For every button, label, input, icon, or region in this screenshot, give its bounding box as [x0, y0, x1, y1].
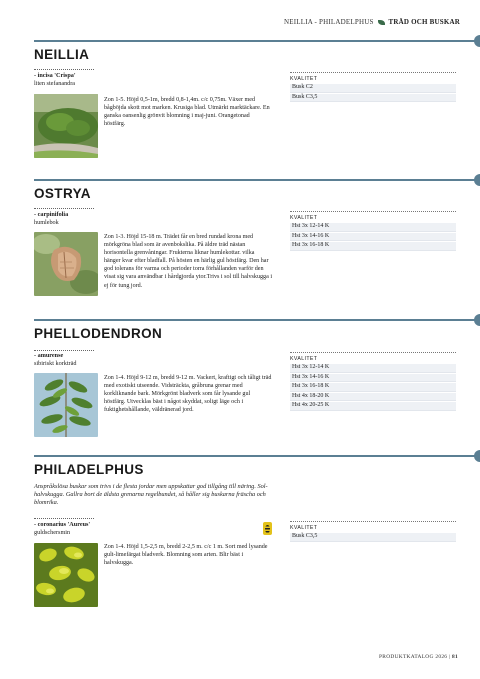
genus-title: PHILADELPHUS: [34, 462, 144, 477]
dotted-rule: [34, 208, 94, 209]
category-label: TRÄD OCH BUSKAR: [388, 18, 460, 26]
dotted-rule: [34, 350, 94, 351]
quality-row: Hst 3x 12-14 K: [290, 364, 456, 373]
breadcrumb: NEILLIA - PHILADELPHUS: [283, 18, 374, 26]
divider-dot: [474, 174, 480, 186]
scientific-name: - coronarius 'Aureus': [34, 521, 91, 528]
quality-label: KVALITET: [290, 521, 456, 533]
genus-title: PHELLODENDRON: [34, 326, 163, 341]
quality-row: Hst 3x 14-16 K: [290, 233, 456, 242]
species-name: [34, 211, 68, 226]
divider-dot: [474, 314, 480, 326]
dotted-rule: [34, 518, 94, 519]
dotted-rule: [34, 69, 94, 70]
plant-description: Zon 1-3. Höjd 15-18 m. Trädet får en bred rundad krona med mörkgröna blad som är avenbokslika. På äldre träd nästan horisontella grenvåningar. Frukterna liknar humlekottar. vilka hänger kvar efter bladfall. På hösten en härlig gul höstfärg. Den har god tolerans för varma och perioder torra förhållanden varför den visat sig vara användbar i hårdgjorda ytor.Trivs i sol till halvskugga i ej för tung jord.: [104, 234, 273, 289]
quality-table: [290, 72, 456, 103]
common-name: sibiriskt korkträd: [34, 359, 77, 367]
quality-table: [290, 521, 456, 543]
quality-table: [290, 211, 456, 252]
page-number: 81: [452, 654, 458, 660]
page-header: [284, 18, 460, 26]
quality-row: Hst 3x 16-18 K: [290, 383, 456, 392]
genus-title: OSTRYA: [34, 186, 91, 201]
footer-separator: |: [448, 654, 452, 660]
section-divider: [34, 179, 480, 181]
scientific-name: - amurense: [34, 352, 64, 359]
species-name: [34, 521, 90, 536]
quality-row: Hst 3x 14-16 K: [290, 374, 456, 383]
quality-row: Hst 4x 18-20 K: [290, 393, 456, 402]
quality-row: Busk C3,5: [290, 533, 456, 542]
quality-label: KVALITET: [290, 211, 456, 223]
divider-dot: [474, 450, 480, 462]
leaf-icon: [378, 20, 385, 25]
genus-intro: Anspråkslösa buskar som trivs i de flesta jordar men uppskattar god tillgång till näring. Sol-halvskugga. Gallra bort de äldsta grenarna regelbundet, så håller sig buskarna fräscha och blomrika.: [34, 483, 268, 507]
plant-photo: [34, 232, 98, 296]
quality-label: KVALITET: [290, 72, 456, 84]
genus-title: NEILLIA: [34, 47, 90, 62]
quality-row: Hst 3x 16-18 K: [290, 242, 456, 251]
plant-description: Zon 1-5. Höjd 0,5-1m, bredd 0,8-1,4m. c/c 0,75m. Växer med bågböjda skott mot marken. Krusiga blad. Utmärkt marktäckare. En ganska oansenlig grönvit blomning i maj-juni. Orangetonad höstfärg.: [104, 97, 270, 128]
common-name: liten stefanandra: [34, 79, 76, 87]
quality-row: Hst 3x 12-14 K: [290, 223, 456, 232]
species-name: [34, 72, 76, 87]
scientific-name: - incisa 'Crispa': [34, 72, 76, 79]
quality-row: Hst 4x 20-25 K: [290, 402, 456, 411]
quality-row: Busk C3,5: [290, 94, 456, 103]
species-name: [34, 352, 76, 367]
plant-description: Zon 1-4. Höjd 1,5-2,5 m, bredd 2-2,5 m. c/c 1 m. Sort med lysande gult-limefärgat bladverk. Blomning som arten. Blir bäst i halvskugga.: [104, 544, 268, 567]
catalog-label: PRODUKTKATALOG 2026: [379, 654, 448, 660]
quality-row: Busk C2: [290, 84, 456, 93]
plant-photo: [34, 543, 98, 607]
plant-photo: [34, 94, 98, 158]
quality-table: [290, 352, 456, 412]
quality-label: KVALITET: [290, 352, 456, 364]
common-name: humlebok: [34, 218, 59, 226]
divider-dot: [474, 35, 480, 47]
section-divider: [34, 455, 480, 457]
page-footer: [379, 654, 458, 660]
common-name: guldschersmin: [34, 528, 71, 536]
bee-icon: [263, 522, 272, 535]
section-divider: [34, 319, 480, 321]
plant-photo: [34, 373, 98, 437]
plant-description: Zon 1-4. Höjd 9-12 m, bredd 9-12 m. Vackert, kraftigt och tåligt träd med exotiskt utseende. Vidsträckta, gråbruna grenar med korkliknande bark. Mörkgrönt bladverk som får lysande gul höstfärg. Utvecklas bäst i något skyddat, soligt läge och i fuktighetshållande, väldränerad jord.: [104, 375, 272, 414]
section-divider: [34, 40, 480, 42]
scientific-name: - carpinifolia: [34, 211, 69, 218]
